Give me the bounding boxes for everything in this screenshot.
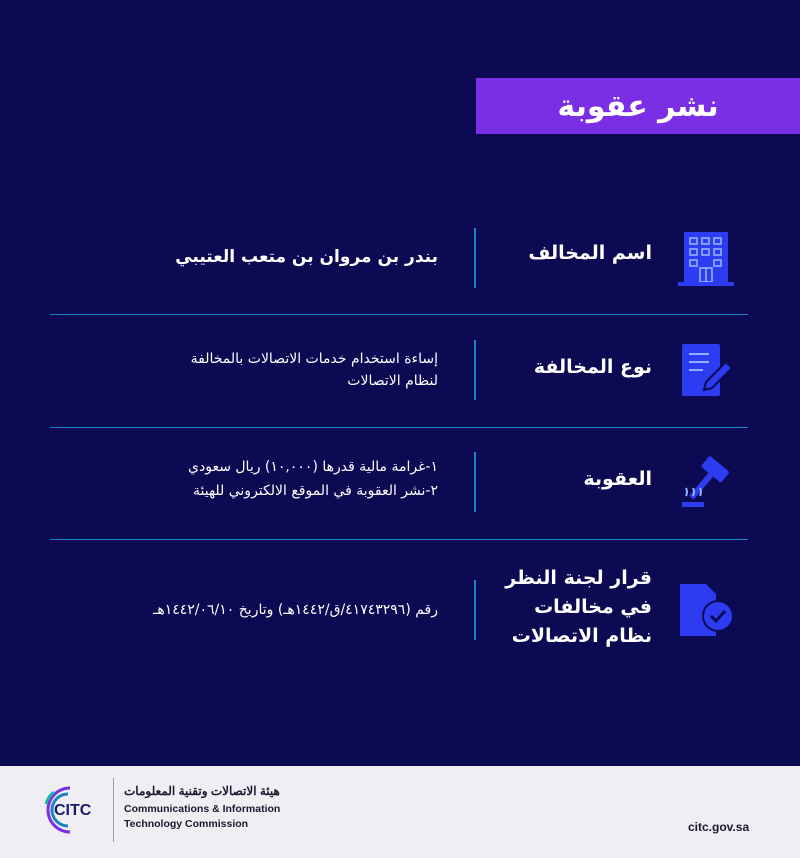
footer — [0, 766, 800, 858]
logo-text: CITC — [54, 802, 92, 819]
violation-type-value — [58, 348, 438, 392]
citc-logo — [40, 782, 110, 838]
gavel-icon — [676, 452, 736, 512]
label-line: في مخالفات — [534, 596, 652, 618]
org-name-en-1: Communications & Information — [124, 803, 281, 815]
penalty-value — [58, 456, 438, 502]
org-name-ar: هيئة الاتصالات وتقنية المعلومات — [124, 784, 280, 798]
value-line: إساءة استخدام خدمات الاتصالات بالمخالفة — [190, 351, 438, 367]
divider-line — [474, 452, 476, 512]
row-separator — [50, 314, 748, 315]
row-penalty — [50, 450, 748, 514]
document-check-icon — [676, 580, 736, 640]
label-line: نظام الاتصالات — [511, 625, 652, 647]
page-title: نشر عقوبة — [557, 88, 719, 124]
building-icon — [676, 228, 736, 288]
decision-value: رقم (٤١٧٤٣٢٩٦/ق/١٤٤٢هـ) وتاريخ ١٤٤٢/٠٦/١٠هـ — [153, 602, 438, 618]
value-line: ٢-نشر العقوبة في الموقع الالكتروني للهيئة — [192, 483, 438, 499]
row-separator — [50, 539, 748, 540]
document-pen-icon — [676, 340, 736, 400]
org-name-en-2: Technology Commission — [124, 818, 249, 830]
website-link[interactable]: citc.gov.sa — [688, 820, 750, 834]
row-separator — [50, 427, 748, 428]
title-banner — [476, 78, 800, 134]
divider-line — [474, 580, 476, 640]
divider-line — [474, 340, 476, 400]
value-line: لنظام الاتصالات — [347, 373, 438, 389]
row-violation-type — [50, 338, 748, 402]
violator-name-value: بندر بن مروان بن متعب العتيبي — [175, 247, 438, 267]
row-committee-decision — [50, 562, 748, 654]
row-label — [452, 564, 652, 651]
organization-name — [124, 784, 280, 832]
footer-divider — [113, 778, 114, 842]
row-label: اسم المخالف — [528, 242, 652, 264]
row-label: نوع المخالفة — [533, 356, 652, 378]
value-line: ١-غرامة مالية قدرها (١٠,٠٠٠) ريال سعودي — [188, 459, 438, 475]
row-label: العقوبة — [583, 468, 652, 490]
row-violator-name — [50, 228, 748, 290]
divider-line — [474, 228, 476, 288]
label-line: قرار لجنة النظر — [505, 567, 652, 589]
